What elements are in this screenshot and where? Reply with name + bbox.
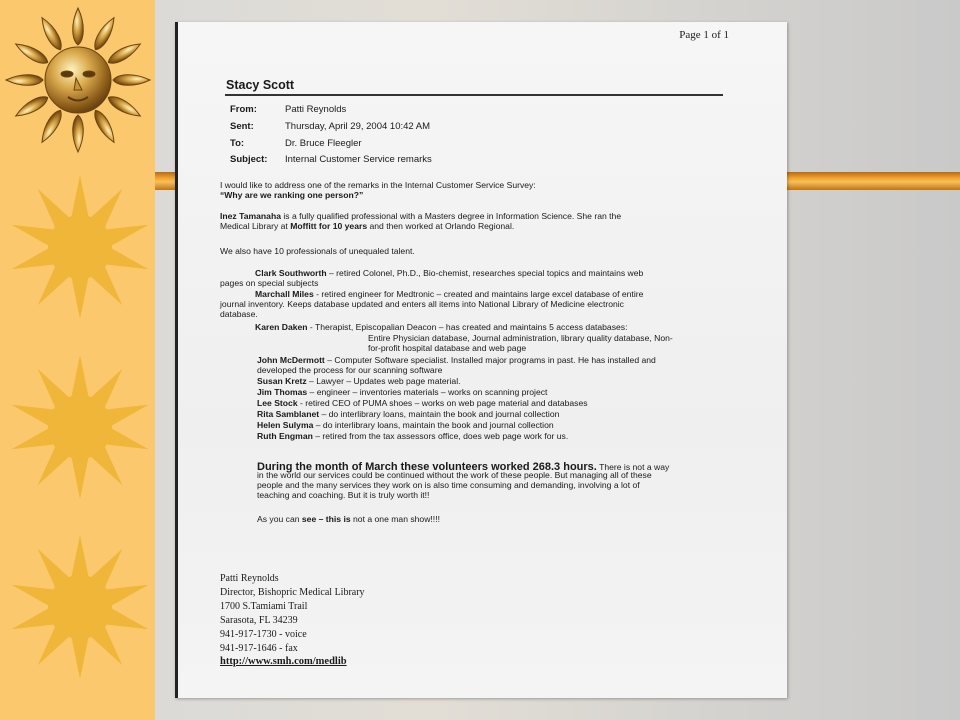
title-divider bbox=[225, 94, 723, 96]
decorative-sidebar bbox=[0, 0, 155, 720]
inez-paragraph-line-1: Inez Tamanaha is a fully qualified professional with a Masters degree in Information Science. She ran the bbox=[220, 211, 622, 221]
survey-question: “Why are we ranking one person?” bbox=[220, 190, 364, 200]
march-paragraph-line: people and the many services they work on is also time consuming and demanding, involving a lot of bbox=[257, 480, 640, 490]
march-paragraph-line-1: During the month of March these volunteers worked 268.3 hours. There is not a way bbox=[257, 461, 670, 473]
volunteer-line: database. bbox=[220, 309, 258, 319]
sent-value: Thursday, April 29, 2004 10:42 AM bbox=[285, 121, 431, 132]
scanned-email-document bbox=[175, 22, 787, 698]
professionals-text: We also have 10 professionals of unequaled talent. bbox=[220, 246, 415, 256]
from-label: From: bbox=[230, 104, 257, 115]
inez-paragraph-line-2: Medical Library at Moffitt for 10 years and then worked at Orlando Regional. bbox=[220, 221, 515, 231]
sun-icon bbox=[0, 525, 155, 690]
sent-label: Sent: bbox=[230, 121, 254, 132]
inez-name: Inez Tamanaha bbox=[220, 211, 281, 221]
signature-address: 1700 S.Tamiami Trail bbox=[220, 601, 308, 612]
subject-value: Internal Customer Service remarks bbox=[285, 154, 432, 165]
march-paragraph-line: in the world our services could be continued without the work of these people. But managing all of these bbox=[257, 470, 652, 480]
volunteer-line: Ruth Engman – retired from the tax assessors office, does web page work for us. bbox=[257, 431, 569, 441]
closing-line: As you can see – this is not a one man show!!!! bbox=[257, 514, 440, 524]
volunteer-line: Rita Samblanet – do interlibrary loans, maintain the book and journal collection bbox=[257, 409, 560, 419]
page-label: Page 1 of 1 bbox=[679, 29, 729, 41]
intro-text: I would like to address one of the remarks in the Internal Customer Service Survey: bbox=[220, 180, 536, 190]
volunteer-line: Karen Daken - Therapist, Episcopalian Deacon – has created and maintains 5 access databases: bbox=[255, 322, 628, 332]
volunteer-line: John McDermott – Computer Software specialist. Installed major programs in past. He has installed and bbox=[257, 355, 656, 365]
volunteer-line: Susan Kretz – Lawyer – Updates web page material. bbox=[257, 376, 461, 386]
volunteer-line: Entire Physician database, Journal administration, library quality database, Non- bbox=[368, 333, 673, 343]
march-paragraph-line: teaching and coaching. But it is truly worth it!! bbox=[257, 490, 430, 500]
signature-phone: 941-917-1730 - voice bbox=[220, 629, 307, 640]
from-value: Patti Reynolds bbox=[285, 104, 347, 115]
volunteer-line: for-profit hospital database and web page bbox=[368, 343, 527, 353]
sun-icon bbox=[0, 345, 155, 510]
volunteer-line: Jim Thomas – engineer – inventories materials – works on scanning project bbox=[257, 387, 548, 397]
signature-fax: 941-917-1646 - fax bbox=[220, 643, 298, 654]
signature-name: Patti Reynolds bbox=[220, 573, 279, 584]
sun-icon bbox=[0, 165, 155, 330]
subject-label: Subject: bbox=[230, 154, 268, 165]
sun-face-icon bbox=[0, 0, 155, 165]
volunteer-line: Helen Sulyma – do interlibrary loans, maintain the book and journal collection bbox=[257, 420, 554, 430]
volunteer-line: Lee Stock - retired CEO of PUMA shoes – works on web page material and databases bbox=[257, 398, 588, 408]
volunteer-line: journal inventory. Keeps database updated and enters all items into National Library of Medicine electronic bbox=[220, 299, 624, 309]
document-title: Stacy Scott bbox=[226, 78, 295, 92]
volunteer-line: Marchall Miles - retired engineer for Medtronic – created and maintains large excel database of entire bbox=[255, 289, 644, 299]
volunteer-line: pages on special subjects bbox=[220, 278, 319, 288]
signature-title: Director, Bishopric Medical Library bbox=[220, 587, 365, 598]
library-website-link[interactable]: http://www.smh.com/medlib bbox=[220, 656, 347, 667]
volunteer-line: Clark Southworth – retired Colonel, Ph.D., Bio-chemist, researches special topics and maintains web bbox=[255, 268, 644, 278]
to-value: Dr. Bruce Fleegler bbox=[285, 138, 362, 149]
signature-city: Sarasota, FL 34239 bbox=[220, 615, 298, 626]
volunteer-line: developed the process for our scanning software bbox=[257, 365, 443, 375]
to-label: To: bbox=[230, 138, 245, 149]
